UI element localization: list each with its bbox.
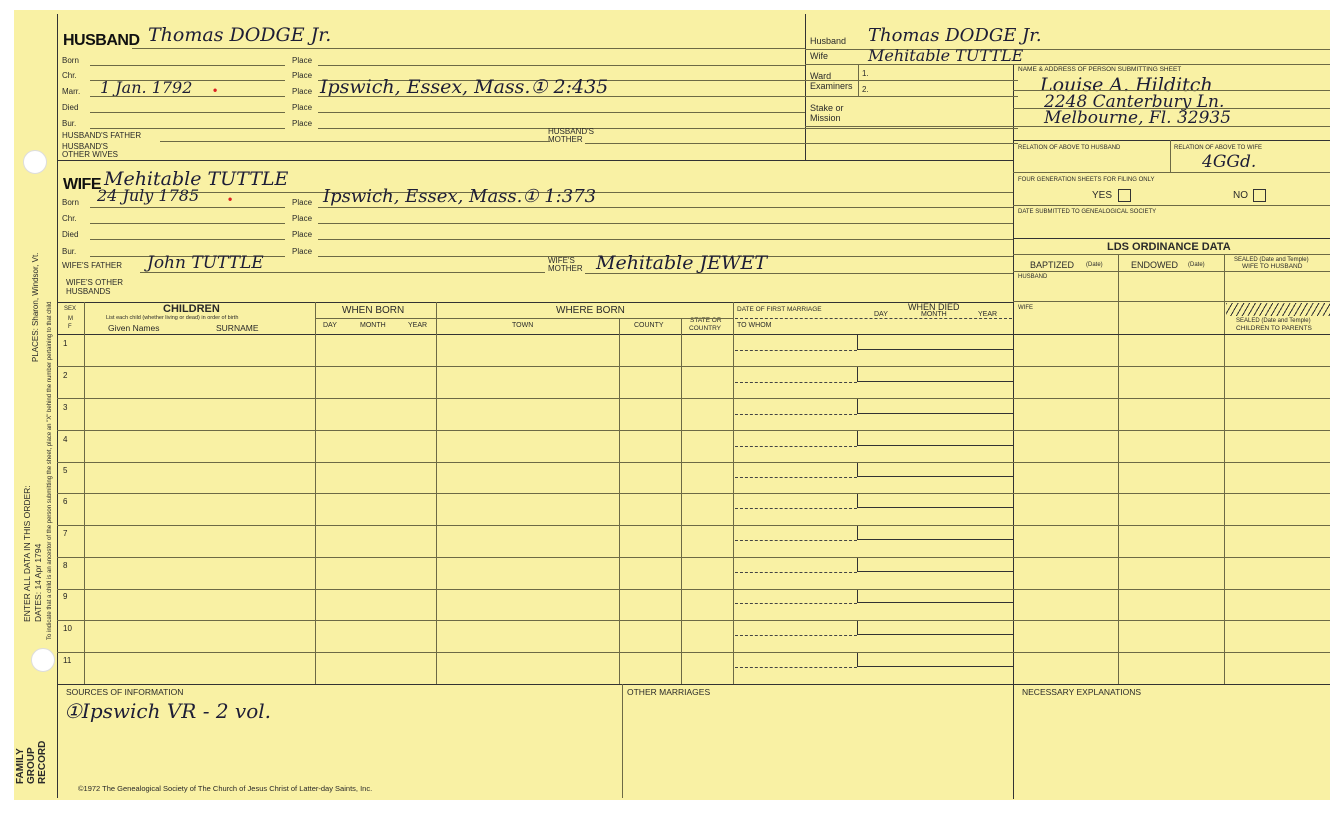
child-died-tick [857,558,858,572]
child-row-bottom-line [57,430,1330,431]
child-died-tick [857,399,858,414]
sources-text: ①Ipswich VR - 2 vol. [64,699,272,723]
sealed-wife-label-2: WIFE TO HUSBAND [1242,263,1303,270]
places-note [32,253,40,362]
child-died-line [857,476,1013,477]
lds-title: LDS ORDINANCE DATA [1107,241,1231,253]
child-died-line [857,445,1013,446]
child-died-tick [857,653,858,667]
wifes-mother-label-1: WIFE'S [548,256,575,265]
child-died-line [857,349,1013,350]
wifes-mother-line [585,273,1013,274]
child-row-bottom-line [57,525,1330,526]
other-marriages-divider [622,684,623,798]
child-row-number: 4 [63,435,68,444]
sealed-children-label-2: CHILDREN TO PARENTS [1236,325,1312,332]
wifes-mother-label-2: MOTHER [548,264,583,273]
submitter-label: NAME & ADDRESS OF PERSON SUBMITTING SHEET [1018,66,1182,73]
children-subtitle: List each child (whether living or dead) in order of birth [106,315,239,321]
record-title-line-3: RECORD [37,740,48,784]
copyright: ©1972 The Genealogical Society of The Church of Jesus Christ of Latter-day Saints, Inc. [78,784,373,793]
child-marriage-dash [735,477,857,478]
submitter-bottom-line [1013,140,1330,141]
stake-label-2: Mission [810,113,841,123]
header-divider [805,14,806,160]
husbands-mother-line [585,143,1018,144]
wife-chr-place-label: Place [292,214,313,223]
lds-wife-row: WIFE [1018,305,1033,311]
relation-wife-label: RELATION OF ABOVE TO WIFE [1174,145,1263,151]
child-marriage-dash [735,414,857,415]
child-died-line [857,634,1013,635]
wife-born-label: Born [62,198,79,207]
husband-bur-label: Bur. [62,119,77,128]
relation-divider [1170,140,1171,172]
wifes-father-label: WIFE'S FATHER [62,261,123,270]
husband-chr-place-label: Place [292,71,313,80]
child-row-number: 9 [63,592,68,601]
child-died-line [857,666,1013,667]
child-marriage-dash [735,350,857,351]
record-title-line-2: GROUP [26,747,37,784]
child-row-number: 11 [63,656,72,665]
sex-label: SEX [64,306,77,312]
date-submitted-bottom-line [1013,238,1330,239]
red-dot-birth: • [228,192,233,206]
yes-checkbox[interactable] [1118,189,1131,202]
right-wife-label: Wife [810,51,828,61]
husband-marr-place-label: Place [292,87,313,96]
submitter-line-rule-2 [1013,108,1330,109]
relation-husband-label: RELATION OF ABOVE TO HUSBAND [1018,145,1121,151]
punch-hole-bottom [31,648,55,672]
husband-bur-line [90,128,285,129]
examiner-2: 2. [862,85,869,94]
sealed-wife-label-1: SEALED (Date and Temple) [1234,257,1309,263]
examiner-1: 1. [862,69,869,78]
husband-marr-label: Marr. [62,87,81,96]
wifes-other-husbands-label-1: WIFE'S OTHER [66,278,124,287]
left-frame-line [57,14,58,798]
husband-born-label: Born [62,56,79,65]
dates-note [34,544,43,622]
born-day-label: DAY [323,322,337,329]
to-whom-label: TO WHOM [737,322,772,329]
county-label: COUNTY [634,322,664,329]
child-died-tick [857,367,858,382]
husband-died-place-label: Place [292,103,313,112]
f-label: F [68,324,72,330]
husbands-mother-label-1: HUSBAND'S [548,127,594,136]
red-dot-marriage: • [213,83,218,97]
husbands-mother-label-2: MOTHER [548,135,583,144]
child-row-number: 7 [63,529,68,538]
husband-born-place-line [318,65,805,66]
baptized-date-label: (Date) [1086,262,1103,268]
wife-chr-place-line [318,223,1013,224]
places-value: Sharon, Windsor, Vt. [31,252,40,326]
husband-died-label: Died [62,103,79,112]
record-title [15,741,48,784]
child-died-line [857,413,1013,414]
child-row-bottom-line [57,398,1330,399]
child-died-tick [857,463,858,477]
child-row-number: 3 [63,403,68,412]
baptized-label: BAPTIZED [1030,260,1075,270]
relation-bottom-line [1013,172,1330,173]
child-row-number: 8 [63,561,68,570]
state-label-2: COUNTRY [689,325,722,332]
marriage-subline [735,318,1012,319]
where-born-label: WHERE BORN [556,305,625,316]
right-wife-line [805,64,1330,65]
husband-born-line [90,65,285,66]
child-row-number: 2 [63,371,68,380]
child-marriage-dash [735,446,857,447]
dates-value: 14 Apr 1794 [33,543,43,590]
child-marriage-dash [735,540,857,541]
husband-died-place-line [318,112,805,113]
submitter-line-1: Louise A. Hilditch [1040,74,1213,96]
places-label: PLACES: [31,328,40,362]
four-gen-label: FOUR GENERATION SHEETS FOR FILING ONLY [1018,177,1155,183]
marriage-place: Ipswich, Essex, Mass.① 2:435 [320,76,609,98]
wife-chr-line [90,223,285,224]
husband-chr-label: Chr. [62,71,77,80]
wife-name: Mehitable TUTTLE [104,168,289,190]
wife-died-place-line [318,239,1013,240]
town-col-line [619,318,620,684]
relation-wife: 4GGd. [1202,152,1257,172]
child-row-number: 10 [63,624,72,633]
husband-section-bottom-line [57,160,1013,161]
child-marriage-dash [735,508,857,509]
wifes-father: John TUTTLE [147,253,264,273]
submitter-line-2: 2248 Canterbury Ln. [1044,92,1225,112]
punch-hole-top [23,150,47,174]
first-marriage-label: DATE OF FIRST MARRIAGE [737,306,822,313]
husband-born-place-label: Place [292,56,313,65]
date-submitted-label: DATE SUBMITTED TO GENEALOGICAL SOCIETY [1018,209,1157,215]
died-day-label: DAY [874,311,888,318]
endowed-date-label: (Date) [1188,262,1205,268]
right-husband-name: Thomas DODGE Jr. [868,25,1042,46]
yes-label: YES [1092,190,1113,201]
county-col-line [681,318,682,684]
child-died-tick [857,526,858,540]
when-born-label: WHEN BORN [342,305,405,316]
stake-line [805,126,1013,127]
child-marriage-dash [735,572,857,573]
husbands-other-wives-label-1: HUSBAND'S [62,142,108,151]
wife-died-place-label: Place [292,230,313,239]
wife-born-date: 24 July 1785 [97,186,200,205]
child-died-tick [857,431,858,446]
wifes-father-line [140,272,545,273]
wife-bur-label: Bur. [62,247,77,256]
four-gen-bottom-line [1013,205,1330,206]
child-marriage-dash [735,382,857,383]
submitter-line-3: Melbourne, Fl. 32935 [1044,108,1232,128]
surname-label: SURNAME [216,323,259,333]
wife-chr-label: Chr. [62,214,77,223]
endowed-label: ENDOWED [1131,260,1178,270]
sources-label: SOURCES OF INFORMATION [66,687,184,697]
marriage-date: 1 Jan. 1792 [100,78,193,97]
other-marriages-label: OTHER MARRIAGES [627,687,711,697]
husband-name-line [132,48,805,49]
died-month-label: MONTH [921,311,947,318]
child-row-number: 6 [63,497,68,506]
lds-header-line [1013,271,1330,272]
died-year-label: YEAR [978,311,998,318]
born-year-label: YEAR [408,322,428,329]
where-born-subline [437,318,733,319]
husbands-father-line [160,141,550,142]
examiner-2-line [805,96,1013,97]
husbands-other-wives-label-2: OTHER WIVES [62,150,119,159]
ancestor-indicator-note: To indicate that a child is an ancestor of the person submitting the sheet, place an "X" behind the number pertaining to that child [47,301,53,640]
examiners-label: Examiners [810,81,853,91]
stake-label-1: Stake or [810,103,844,113]
lds-husband-line [1013,301,1330,302]
enter-all-label: ENTER ALL DATA IN THIS ORDER: [22,485,32,622]
child-row-bottom-line [57,589,1330,590]
child-died-line [857,571,1013,572]
children-header-bottom-line [57,334,1330,335]
husband-died-line [90,112,285,113]
child-died-line [857,539,1013,540]
child-marriage-dash [735,635,857,636]
husbands-father-label: HUSBAND'S FATHER [62,131,142,140]
state-label-1: STATE OR [690,317,722,324]
submitter-line-rule-3 [1013,126,1330,127]
child-row-bottom-line [57,462,1330,463]
husband-name: Thomas DODGE Jr. [148,24,332,46]
wife-bur-place-label: Place [292,247,313,256]
child-row-number: 1 [63,339,68,348]
children-title: CHILDREN [163,303,220,315]
child-died-line [857,602,1013,603]
husband-bur-place-label: Place [292,119,313,128]
child-died-tick [857,335,858,350]
wife-born-line [90,207,285,208]
wife-heading: WIFE [63,176,101,193]
child-row-bottom-line [57,620,1330,621]
child-row-bottom-line [57,366,1330,367]
submitter-line-rule-1 [1013,90,1330,91]
sealed-children-label-1: SEALED (Date and Temple) [1236,318,1311,324]
town-label: TOWN [512,322,534,329]
lds-title-line [1013,254,1330,255]
ward-label: Ward [810,71,832,81]
child-died-tick [857,590,858,603]
record-title-line-1: FAMILY [15,748,26,784]
husband-heading: HUSBAND [63,32,140,49]
wife-died-label: Died [62,230,79,239]
hatched-box [1226,303,1330,316]
examiner-1-line [858,80,1013,81]
no-label: NO [1233,190,1248,201]
child-marriage-dash [735,667,857,668]
wife-died-line [90,239,285,240]
necessary-explanations-label: NECESSARY EXPLANATIONS [1022,687,1142,697]
child-row-bottom-line [57,557,1330,558]
wifes-mother: Mehitable JEWET [596,252,768,274]
husband-bur-place-line [318,128,1018,129]
right-section-divider [1013,64,1014,799]
given-names-label: Given Names [108,323,160,333]
m-label: M [68,316,73,322]
child-row-bottom-line [57,493,1330,494]
child-row-number: 5 [63,466,68,475]
child-died-tick [857,621,858,635]
right-husband-label: Husband [810,36,847,46]
dates-label: DATES: [33,591,43,622]
husband-marr-line [90,96,285,97]
wifes-other-husbands-label-2: HUSBANDS [66,287,111,296]
child-died-line [857,381,1013,382]
child-died-tick [857,494,858,508]
wife-born-place: Ipswich, Essex, Mass.① 1:373 [323,186,597,207]
when-died-label: WHEN DIED [908,302,960,312]
wife-born-place-label: Place [292,198,313,207]
right-wife-name: Mehitable TUTTLE [868,46,1024,65]
when-born-subline [316,318,436,319]
children-bottom-line [57,684,1330,685]
born-month-label: MONTH [360,322,386,329]
child-row-bottom-line [57,652,1330,653]
lds-husband-row: HUSBAND [1018,274,1048,280]
no-checkbox[interactable] [1253,189,1266,202]
wife-born-place-line [318,207,1013,208]
child-died-line [857,507,1013,508]
child-marriage-dash [735,603,857,604]
